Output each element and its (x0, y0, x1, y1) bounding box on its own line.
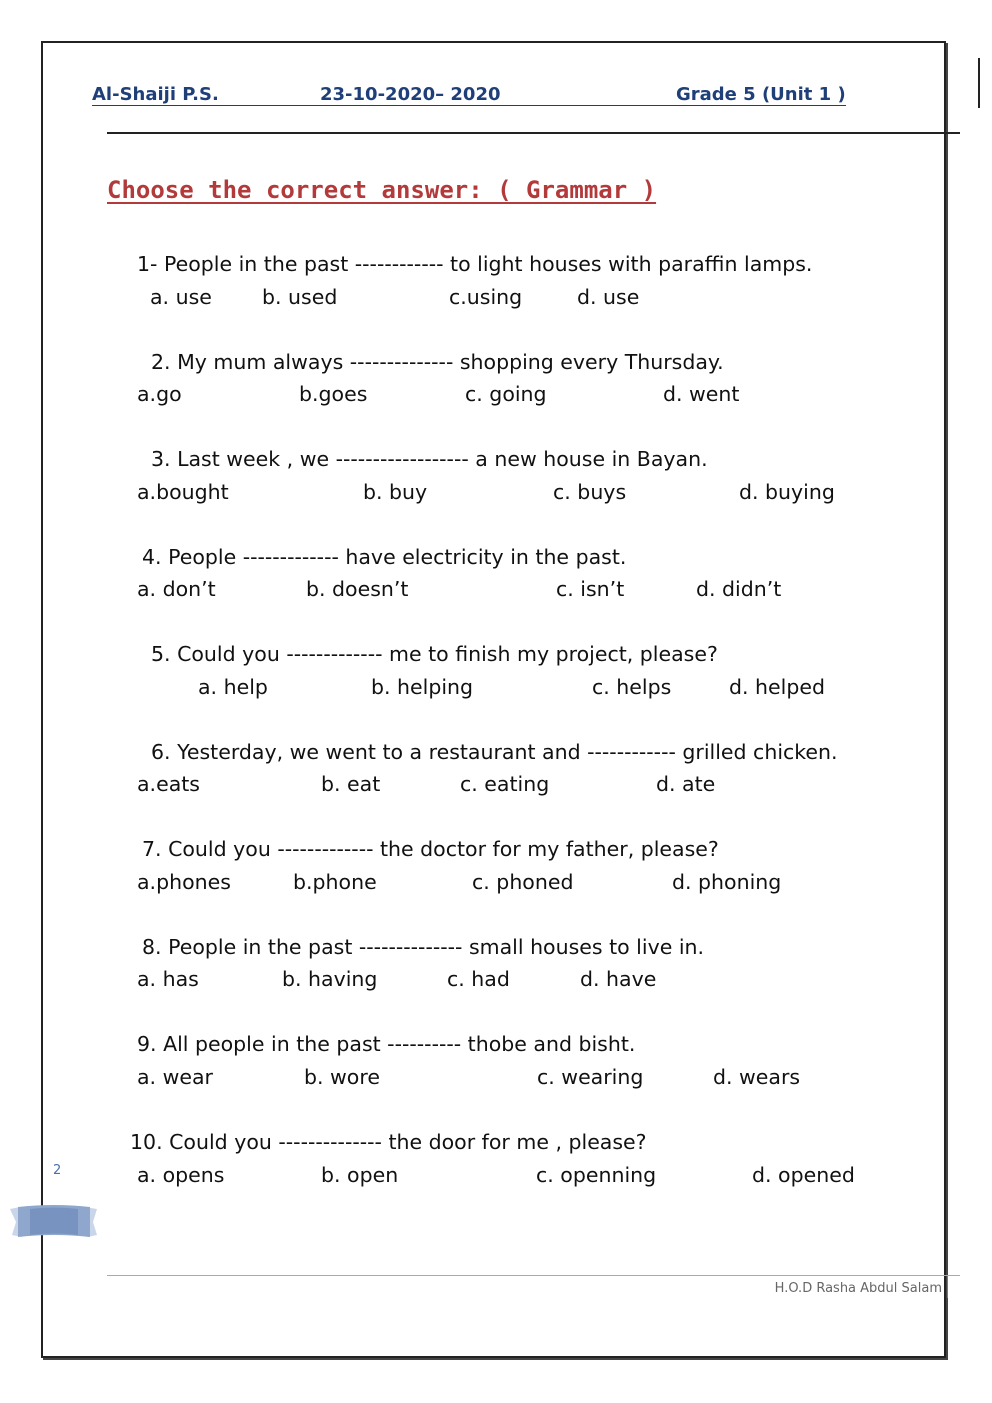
ribbon-decoration (10, 1205, 97, 1239)
option-1a: a. use (150, 285, 212, 309)
option-5a: a. help (198, 675, 268, 699)
question-3: 3. Last week , we ------------------ a new house in Bayan. (151, 447, 708, 471)
option-3b: b. buy (363, 480, 428, 504)
question-7: 7. Could you ------------- the doctor for my father, please? (142, 837, 719, 861)
option-10c: c. openning (536, 1163, 657, 1187)
question-8: 8. People in the past -------------- small houses to live in. (142, 935, 705, 959)
option-4a: a. don’t (137, 577, 216, 601)
question-4: 4. People ------------- have electricity in the past. (142, 545, 627, 569)
margin-mark (978, 58, 980, 108)
option-9a: a. wear (137, 1065, 213, 1089)
option-4d: d. didn’t (696, 577, 782, 601)
option-2a: a.go (137, 382, 182, 406)
option-2d: d. went (663, 382, 740, 406)
option-5c: c. helps (592, 675, 672, 699)
option-4c: c. isn’t (556, 577, 625, 601)
footer-rule (107, 1275, 960, 1276)
option-5b: b. helping (371, 675, 474, 699)
option-2c: c. going (465, 382, 547, 406)
option-7c: c. phoned (472, 870, 574, 894)
worksheet-date: 23-10-2020– 2020 (320, 84, 501, 105)
page-title: Choose the correct answer: ( Grammar ) (107, 176, 657, 204)
grade-unit: Grade 5 (Unit 1 ) (676, 84, 846, 105)
option-1c: c.using (449, 285, 523, 309)
question-9: 9. All people in the past ---------- thobe and bisht. (137, 1032, 636, 1056)
option-10a: a. opens (137, 1163, 225, 1187)
option-7b: b.phone (293, 870, 377, 894)
option-1d: d. use (577, 285, 640, 309)
footer-credit: H.O.D Rasha Abdul Salam (774, 1281, 942, 1296)
option-5d: d. helped (729, 675, 825, 699)
option-6c: c. eating (460, 772, 550, 796)
question-2: 2. My mum always -------------- shopping every Thursday. (151, 350, 724, 374)
option-7a: a.phones (137, 870, 231, 894)
option-2b: b.goes (299, 382, 368, 406)
option-9d: d. wears (713, 1065, 801, 1089)
option-8a: a. has (137, 967, 199, 991)
question-6: 6. Yesterday, we went to a restaurant and ------------ grilled chicken. (151, 740, 838, 764)
option-3a: a.bought (137, 480, 229, 504)
option-8d: d. have (580, 967, 657, 991)
option-8c: c. had (447, 967, 510, 991)
page-number: 2 (53, 1163, 62, 1178)
option-7d: d. phoning (672, 870, 782, 894)
header-underline (92, 105, 846, 106)
question-10: 10. Could you -------------- the door for me , please? (130, 1130, 647, 1154)
option-9c: c. wearing (537, 1065, 644, 1089)
option-6b: b. eat (321, 772, 381, 796)
option-3d: d. buying (739, 480, 835, 504)
school-name: Al-Shaiji P.S. (92, 84, 219, 105)
option-10d: d. opened (752, 1163, 855, 1187)
option-6d: d. ate (656, 772, 716, 796)
option-3c: c. buys (553, 480, 627, 504)
option-1b: b. used (262, 285, 338, 309)
option-4b: b. doesn’t (306, 577, 409, 601)
page-border (41, 41, 946, 1358)
option-8b: b. having (282, 967, 378, 991)
header-rule (107, 132, 960, 134)
option-6a: a.eats (137, 772, 200, 796)
option-10b: b. open (321, 1163, 399, 1187)
question-1: 1- People in the past ------------ to light houses with paraffin lamps. (137, 252, 813, 276)
footer-separator (947, 1276, 948, 1298)
question-5: 5. Could you ------------- me to finish my project, please? (151, 642, 718, 666)
option-9b: b. wore (304, 1065, 380, 1089)
